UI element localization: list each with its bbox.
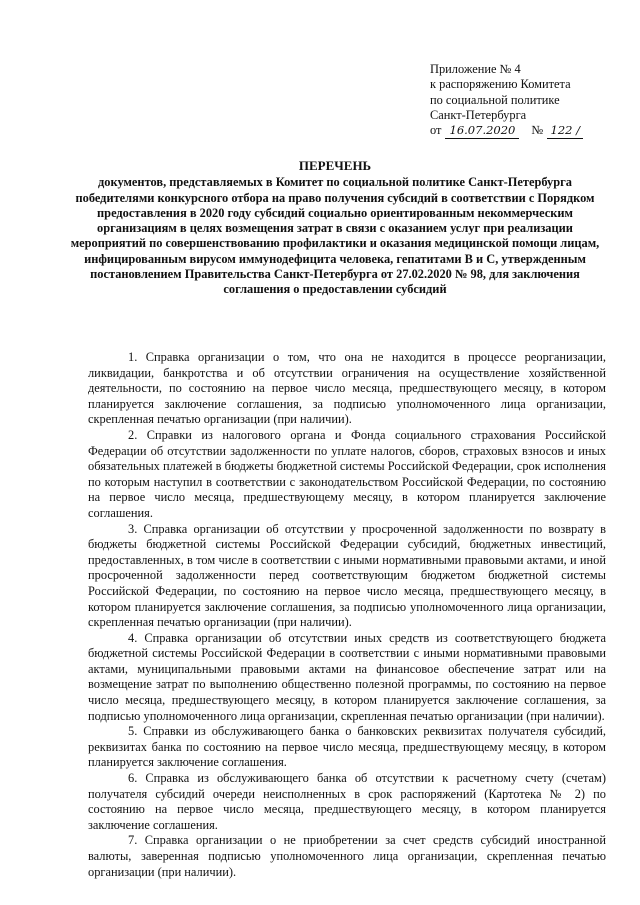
appendix-committee-line: по социальной политике <box>430 92 560 107</box>
title-subtitle: документов, представляемых в Комитет по социальной политике Санкт-Петербурга победителями конкурсного отбора на право получения субсидий в соответствии с Порядком предоставления в 2020 году субсидий социально ориентированным некоммерческим организациям в целях возмещения затрат в связи с оказанием услуг при реализации мероприятий по совершенствованию профилактики и оказания медицинской помощи лицам, инфицированным вирусом иммунодефицита человека, гепатитами B и C, утвержденным постановлением Правительства Санкт-Петербурга от 27.02.2020 № 98, для заключения соглашения о предоставлении субсидий <box>70 175 600 297</box>
list-item: 3. Справка организации об отсутствии у просроченной задолженности по возврату в бюджеты бюджетной системы Российской Федерации субсидий, бюджетных инвестиций, предоставленных, в том числе в соответствии с иными нормативными правовыми актами, и иной просроченной задолженности перед соответствующим бюджетом бюджетной системы Российской Федерации, по состоянию на первое число месяца, предшествующего месяцу, в котором планируется заключение соглашения, за подписью уполномоченного лица организации, скрепленная печатью организации (при наличии). <box>88 521 606 630</box>
appendix-block <box>430 62 630 139</box>
appendix-date-number-row <box>430 123 630 139</box>
list-item: 5. Справки из обслуживающего банка о банковских реквизитах получателя субсидий, реквизитах банка по состоянию на первое число месяца, предшествующему месяцу, в котором планируется заключение соглашения. <box>88 724 606 770</box>
from-label: от <box>430 123 442 138</box>
appendix-city-line: Санкт-Петербурга <box>430 107 527 122</box>
list-item: 4. Справка организации об отсутствии иных средств из соответствующего бюджета бюджетной системы Российской Федерации в соответствии с иными нормативными правовыми актами, муниципальными правовыми актами на финансовое обеспечение затрат или на возмещение затрат по выполнению общественно полезной программы, по состоянию на первое число месяца, предшествующего месяцу, в котором планируется заключение соглашения, за подписью уполномоченного лица организации, скрепленная печатью организации (при наличии). <box>88 630 606 723</box>
appendix-number: Приложение № 4 <box>430 62 521 76</box>
handwritten-number: 122 / <box>547 123 583 139</box>
list-item: 1. Справка организации о том, что она не находится в процессе реорганизации, ликвидации, банкротства и об отсутствии ограничения на осуществление хозяйственной деятельности, по состоянию на первое число месяца, предшествующего месяцу, в котором планируется заключение соглашения, за подписью уполномоченного лица организации, скрепленная печатью организации (при наличии). <box>88 350 606 427</box>
title-heading: ПЕРЕЧЕНЬ <box>298 158 372 173</box>
list-item: 6. Справка из обслуживающего банка об отсутствии к расчетному счету (счетам) получателя субсидий очереди неисполненных в срок распоряжений (Картотека № 2) по состоянию на первое число месяца, предшествующего месяцу, в котором планируется заключение соглашения. <box>88 771 606 832</box>
appendix-order-line: к распоряжению Комитета <box>430 77 571 92</box>
document-body <box>88 350 606 880</box>
list-item: 2. Справки из налогового органа и Фонда социального страхования Российской Федерации об отсутствии задолженности по уплате налогов, сборов, страховых взносов и иных обязательных платежей в бюджеты бюджетной системы Российской Федерации, срок исполнения по которым наступил в соответствии с законодательством Российской Федерации, по состоянию на первое число месяца, предшествующему месяцу, в котором планируется заключение соглашения. <box>88 427 606 520</box>
handwritten-date: 16.07.2020 <box>445 123 519 139</box>
document-title <box>70 158 600 298</box>
list-item: 7. Справка организации о не приобретении за счет средств субсидий иностранной валюты, заверенная подписью уполномоченного лица организации, скрепленная печатью организации (при наличии). <box>88 833 606 879</box>
number-label: № <box>531 123 544 138</box>
